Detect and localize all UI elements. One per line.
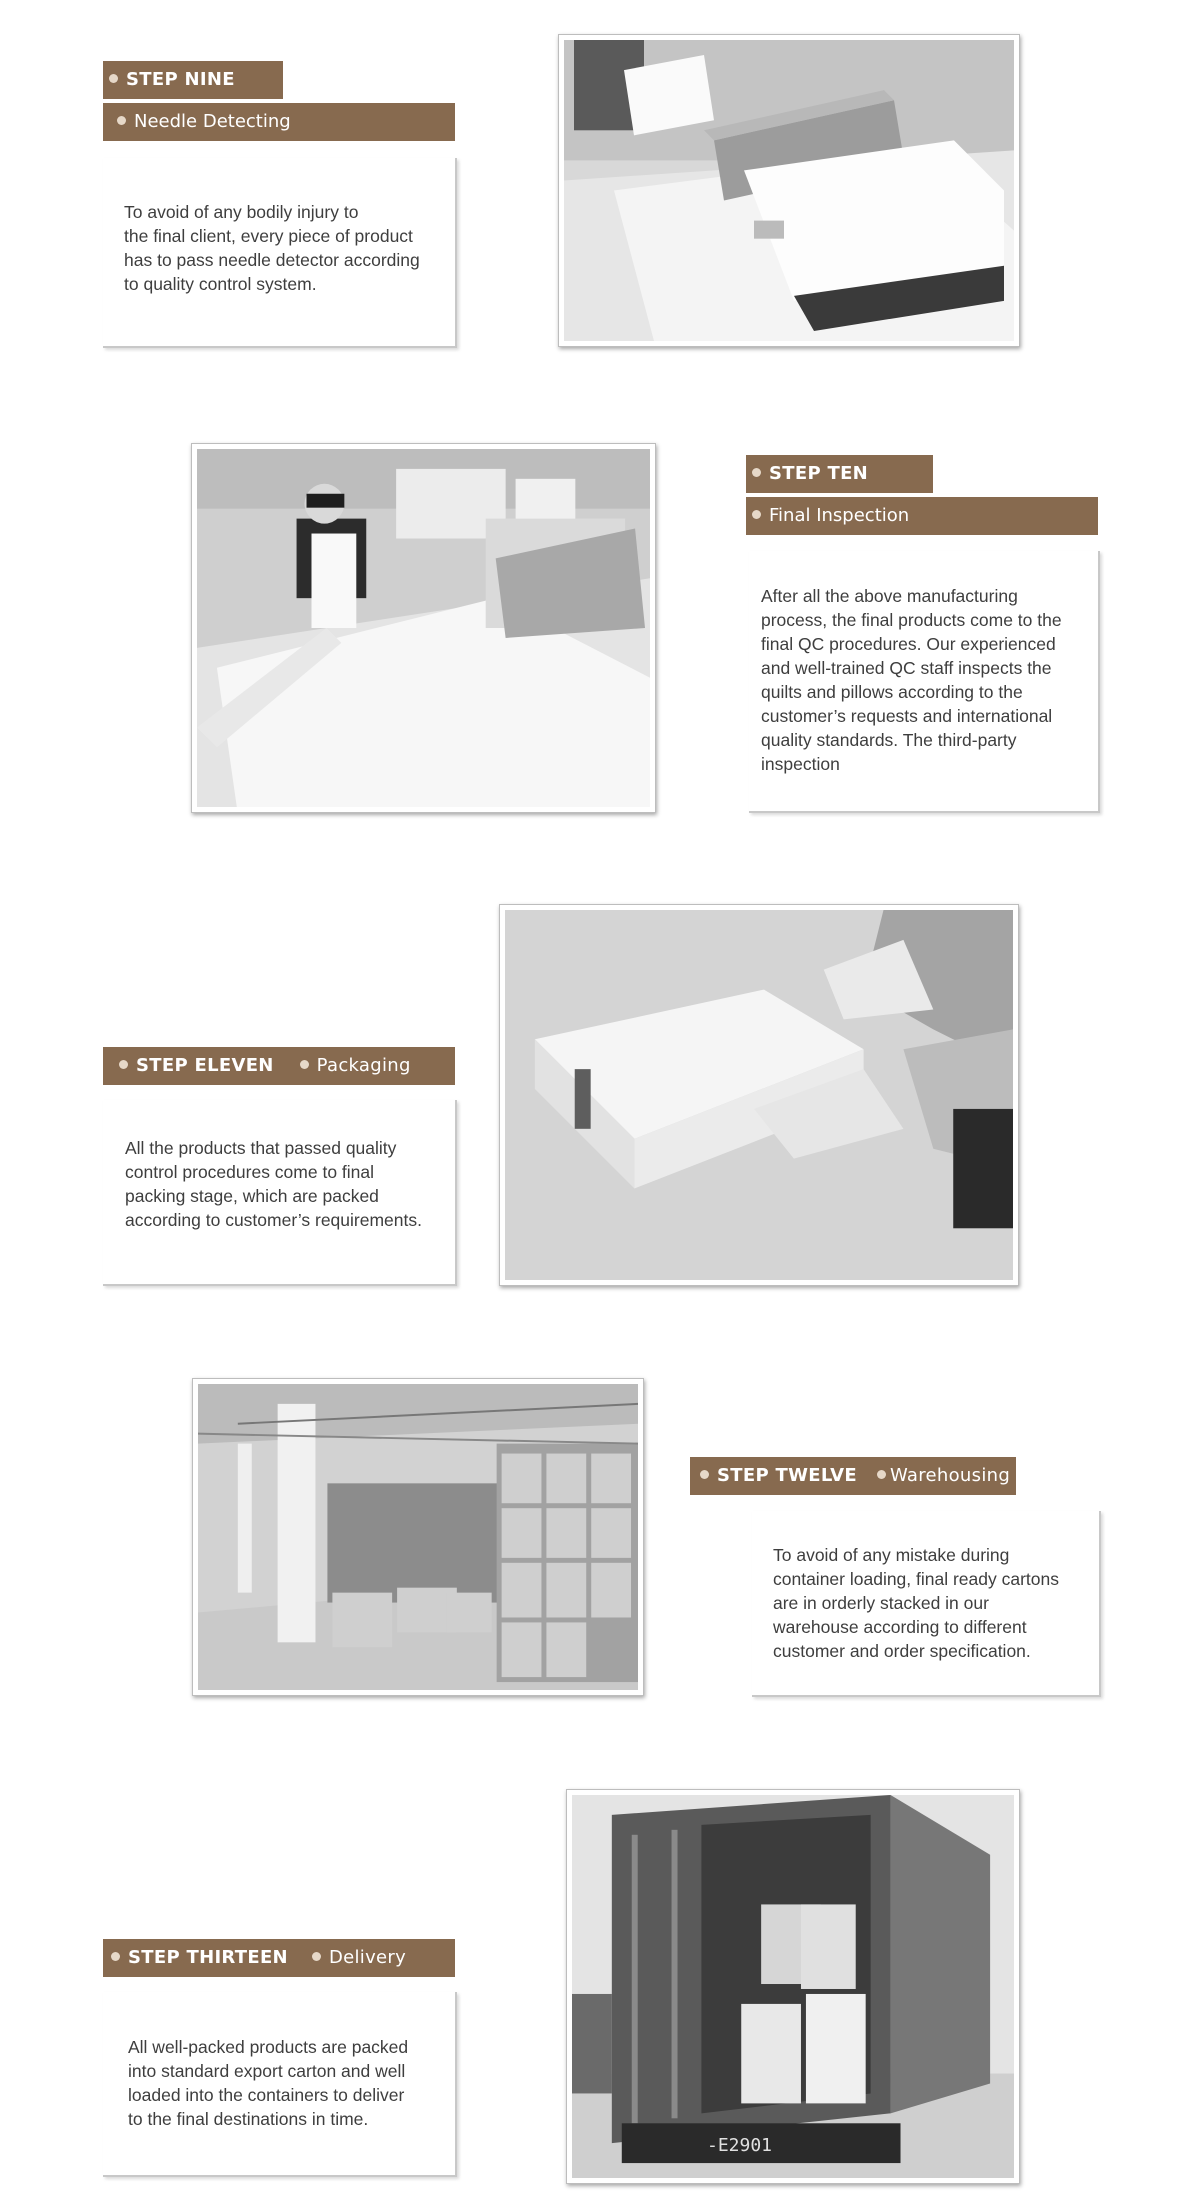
step-twelve-tag <box>690 1457 1016 1495</box>
description-line: process, the final products come to the <box>761 610 1062 630</box>
description-line: control procedures come to final <box>125 1162 375 1182</box>
step-nine-description-box <box>103 158 457 348</box>
warehouse-photo <box>192 1378 644 1696</box>
final-inspection-photo <box>191 443 656 813</box>
description-line: loaded into the containers to deliver <box>128 2085 405 2105</box>
step-label: STEP NINE <box>126 69 235 90</box>
step-ten-title-tag <box>746 497 1098 535</box>
step-nine-title-tag <box>103 103 455 141</box>
description-line: has to pass needle detector according <box>124 250 420 270</box>
step-label: STEP TEN <box>769 463 869 484</box>
description-line: quilts and pillows according to the <box>761 682 1023 702</box>
container-truck-photo <box>566 1789 1020 2184</box>
step-twelve-description-box <box>752 1511 1101 1697</box>
step-ten-description-box <box>749 551 1100 813</box>
description-line: are in orderly stacked in our <box>773 1593 989 1613</box>
description-line: All well-packed products are packed <box>128 2037 409 2057</box>
step-ten-tag <box>746 455 933 493</box>
step-title: Packaging <box>316 1055 411 1076</box>
description-line: customer’s requests and international <box>761 706 1053 726</box>
bullet-dot-icon <box>700 1470 709 1479</box>
bullet-dot-icon <box>111 1952 120 1961</box>
description-line: to the final destinations in time. <box>128 2109 369 2129</box>
description-line: To avoid of any bodily injury to <box>124 202 359 222</box>
needle-detector-photo <box>558 34 1020 347</box>
step-thirteen-tag <box>103 1939 455 1977</box>
description-line: and well-trained QC staff inspects the <box>761 658 1052 678</box>
step-title: Needle Detecting <box>134 111 291 132</box>
step-thirteen-description-box <box>103 1992 457 2177</box>
description-line: packing stage, which are packed <box>125 1186 379 1206</box>
bullet-dot-icon <box>117 116 126 125</box>
description-line: All the products that passed quality <box>125 1138 397 1158</box>
step-title: Warehousing <box>889 1465 1011 1486</box>
bullet-dot-icon <box>312 1952 321 1961</box>
bullet-dot-icon <box>877 1470 886 1479</box>
container-plate-text: -E2901 <box>707 2135 773 2156</box>
description-line: inspection <box>761 754 840 774</box>
step-label: STEP TWELVE <box>717 1465 857 1486</box>
description-line: container loading, final ready cartons <box>773 1569 1060 1589</box>
description-line: the final client, every piece of product <box>124 226 413 246</box>
description-line: quality standards. The third-party <box>761 730 1017 750</box>
description-line: To avoid of any mistake during <box>773 1545 1010 1565</box>
packaging-photo <box>499 904 1019 1286</box>
step-title: Delivery <box>328 1947 407 1968</box>
step-label: STEP ELEVEN <box>136 1055 274 1076</box>
description-line: to quality control system. <box>124 274 317 294</box>
bullet-dot-icon <box>752 468 761 477</box>
description-line: final QC procedures. Our experienced <box>761 634 1056 654</box>
bullet-dot-icon <box>109 74 118 83</box>
step-label: STEP THIRTEEN <box>128 1947 288 1968</box>
bullet-dot-icon <box>752 510 761 519</box>
bullet-dot-icon <box>119 1060 128 1069</box>
description-line: warehouse according to different <box>773 1617 1027 1637</box>
step-eleven-tag <box>103 1047 455 1085</box>
description-line: according to customer’s requirements. <box>125 1210 422 1230</box>
description-line: into standard export carton and well <box>128 2061 406 2081</box>
step-nine-tag <box>103 61 283 99</box>
step-eleven-description-box <box>103 1100 457 1286</box>
description-line: customer and order specification. <box>773 1641 1031 1661</box>
step-title: Final Inspection <box>769 505 910 526</box>
bullet-dot-icon <box>300 1060 309 1069</box>
description-line: After all the above manufacturing <box>761 586 1018 606</box>
